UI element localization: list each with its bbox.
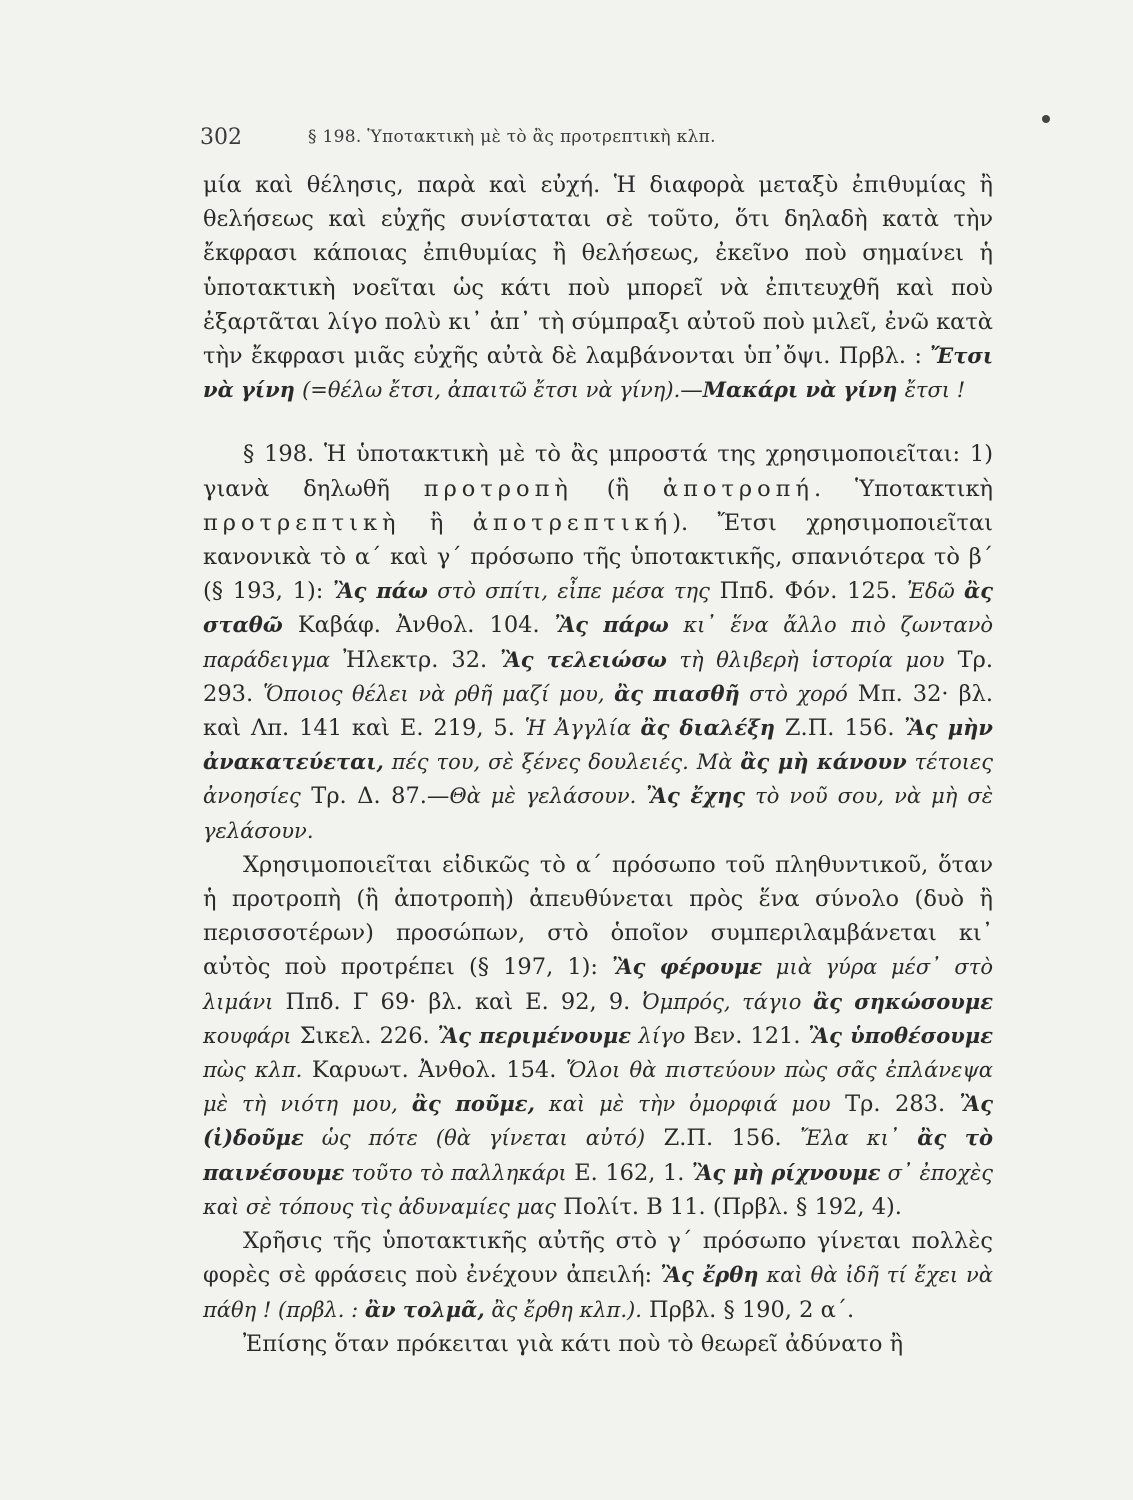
example-bold: ἂς σταθῶ [203,578,993,638]
example-italic: πές του, σὲ ξένες δουλειές. Μὰ [383,750,741,775]
spaced-term: ἀποτροπή [662,475,814,502]
example-bold: Ἂς πάω [333,578,428,604]
citation: Ἠλεκτρ. 32. [330,646,501,673]
paragraph-5 [203,1327,993,1361]
p4-text: Χρῆσις τῆς ὑποτακτικῆς αὐτῆς στὸ γ΄ πρόσωπο γίνεται πολλὲς φορὲς σὲ φράσεις ποὺ ἐνέχουν ἀπειλή: [203,1228,993,1289]
p1-example: Μακάρι νὰ γίνη [702,377,898,403]
example-bold: ἂς ποῦμε, [411,1091,535,1117]
p2-text: (ἢ [572,475,663,502]
citation: Τρ. Δ. 87.— [300,783,450,810]
citation: Καβάφ. Ἀνθολ. 104. [282,612,555,639]
citation: Τρ. 293. [203,646,993,707]
example-italic: μιὰ γύρα μέσ᾿ στὸ λιμάνι [203,955,993,1014]
example-italic: κουφάρι [203,1023,292,1048]
example-italic: Ὅλοι θὰ πιστεύουν πὼς σᾶς ἐπλάνεψα μὲ τὴ νιότη μου, [203,1058,993,1117]
spaced-term: προτροπὴ [423,475,573,502]
example-italic: Ἐδῶ [907,579,965,604]
example-italic: πὼς κλπ. [203,1058,303,1083]
example-bold: Ἂς φέρουμε [612,954,763,980]
example-italic: τὸ νοῦ σου, νὰ μὴ σὲ γελάσουν. [203,784,993,843]
body-text [203,168,993,1361]
example-italic: Θὰ μὲ γελάσουν. [449,784,647,809]
example-italic: καὶ μὲ τὴν ὀμορφιά μου [534,1092,831,1117]
citation: Ε. 162, 1. [566,1159,692,1186]
example-bold: Ἂς μὴ ρίχνουμε [691,1159,881,1185]
example-bold: ἂς διαλέξη [640,715,775,741]
p1-text [897,377,904,403]
example-italic: τοῦτο τὸ παλληκάρι [344,1160,567,1185]
spaced-term: ἀποτρεπτική [472,509,673,536]
p2-text: ἢ [400,509,473,536]
example-bold: Ἂς περιμένουμε [437,1022,631,1048]
citation: Ππδ. Φόν. 125. [709,578,908,605]
p1-gloss: (=θέλω ἔτσι, ἀπαιτῶ ἔτσι νὰ γίνη). [302,378,681,403]
paragraph-1 [203,168,993,407]
citation: Βεν. 121. [685,1022,809,1049]
p1-text: μία καὶ θέλησις, παρὰ καὶ εὐχή. Ἡ διαφορὰ μεταξὺ ἐπιθυμίας ἢ θελήσεως καὶ εὐχῆς συνίσταται σὲ τοῦτο, ὅτι δηλαδὴ κατὰ τὴν ἔκφρασι κάποιας ἐπιθυμίας ἢ θελήσεως, ἐκεῖνο ποὺ σημαίνει ἡ ὑποτακτικὴ νοεῖται ὡς κάτι ποὺ μπορεῖ νὰ ἐπιτευχθῆ καὶ ποὺ ἐξαρτᾶται λίγο πολὺ κι᾿ ἀπ᾿ τὴ σύμπραξι αὐτοῦ ποὺ μιλεῖ, ἐνῶ κατὰ τὴν ἔκφρασι μιᾶς εὐχῆς αὐτὰ δὲ λαμβάνονται ὑπ᾿ὄψι. Πρβλ. : [203,172,993,370]
p1-text: — [680,377,703,404]
spaced-term: προτρεπτικὴ [203,509,401,536]
running-title: § 198. Ὑποτακτικὴ μὲ τὸ ἂς προτρεπτικὴ κλπ. [308,127,716,147]
citation: Ζ.Π. 156. [645,1125,801,1152]
example-italic: καὶ θὰ ἰδῆ τί ἔχει νὰ πάθη ! (πρβλ. : [203,1263,993,1322]
example-italic: λίγο [630,1023,686,1048]
example-italic: κι᾿ ἕνα ἄλλο πιὸ ζωντανὸ παράδειγμα [203,613,993,672]
example-bold: Ἂς πάρω [554,612,669,638]
example-bold: ἂς μὴ κάνουν [740,749,907,775]
citation: Ζ.Π. 156. [775,715,905,742]
example-bold: ἂς τὸ παινέσουμε [203,1125,993,1185]
page-number: 302 [200,125,242,150]
citation: Σικελ. 226. [291,1022,438,1049]
example-bold: Ἂς ἔχης [646,783,746,809]
paragraph-3 [203,848,993,1224]
citation: Ππδ. Γ 69· βλ. καὶ Ε. 92, 9. [273,988,643,1015]
paragraph-2 [203,437,993,847]
example-italic: Ἔλα κι᾿ [800,1126,918,1151]
example-bold: Ἂς μὴν ἀνακατεύεται, [203,715,993,775]
example-bold: Ἂς ὑποθέσουμε [808,1022,993,1048]
example-italic: στὸ σπίτι, εἶπε μέσα της [427,579,710,604]
example-bold: ἂς σηκώσουμε [813,988,993,1014]
example-italic: ὡς πότε (θὰ γίνεται αὐτό) [303,1126,646,1151]
p2-text: . Ὑποτακτικὴ [813,475,993,502]
paragraph-4 [203,1224,993,1327]
citation: Πρβλ. § 190, 2 α΄. [641,1296,855,1323]
example-bold: Ἂς ἔρθη [660,1262,759,1288]
example-italic: τέτοιες ἀνοησίες [203,750,993,809]
p3-text: Χρησιμοποιεῖται εἰδικῶς τὸ α΄ πρόσωπο τοῦ πληθυντικοῦ, ὅταν ἡ προτροπὴ (ἢ ἀποτροπὴ) ἀπευθύνεται πρὸς ἕνα σύνολο (δυὸ ἢ περισσοτέρων) προσώπων, στὸ ὁποῖον συμπεριλαμβάνεται κι᾿ αὐτὸς ποὺ προτρέπει (§ 197, 1): [203,851,993,981]
citation: Μπ. 32· βλ. καὶ Λπ. 141 καὶ Ε. 219, 5. [203,680,994,742]
example-bold: ἂν τολμᾶ, [364,1296,485,1322]
citation: Τρ. 283. [830,1091,960,1118]
p5-text: Ἐπίσης ὅταν πρόκειται γιὰ κάτι ποὺ τὸ θεωρεῖ ἀδύνατο ἢ [243,1330,904,1357]
example-bold: Ἂς τελειώσω [500,646,667,672]
example-italic: Ὅποιος θέλει νὰ ρθῆ μαζί μου, [263,681,615,706]
p2-text: ). Ἔτσι χρησιμοποιεῖται κανονικὰ τὸ α΄ καὶ γ΄ πρόσωπο τῆς ὑποτακτικῆς, σπανιότερα τὸ β΄ (§ 193, 1): [203,509,993,605]
example-italic: σ᾿ ἐποχὲς καὶ σὲ τόπους τὶς ἀδυναμίες μας [203,1160,994,1219]
p1-example: Ἔτσι νὰ γίνη [203,343,993,403]
citation: Καρυωτ. Ἀνθολ. 154. [302,1057,566,1084]
ink-dot [1042,115,1050,123]
example-italic: ἂς ἔρθη κλπ.). [484,1297,642,1322]
example-italic: Ἡ Ἀγγλία [524,716,641,741]
p1-text [295,377,302,403]
p1-example: ἔτσι ! [904,378,966,403]
example-bold: ἂς πιασθῆ [614,680,740,706]
citation: Πολίτ. Β 11. (Πρβλ. § 192, 4). [556,1193,902,1220]
example-italic: Ὀμπρός, τάγιο [642,989,814,1014]
example-italic: στὸ χορό [739,681,848,706]
example-italic: τὴ θλιβερὴ ἱστορία μου [666,647,945,672]
p2-text: § 198. Ἡ ὑποτακτικὴ μὲ τὸ ἂς μπροστά της χρησιμοποιεῖται: 1) γιανὰ δηλωθῆ [203,441,993,502]
example-bold: Ἂς (ἰ)δοῦμε [203,1091,993,1151]
